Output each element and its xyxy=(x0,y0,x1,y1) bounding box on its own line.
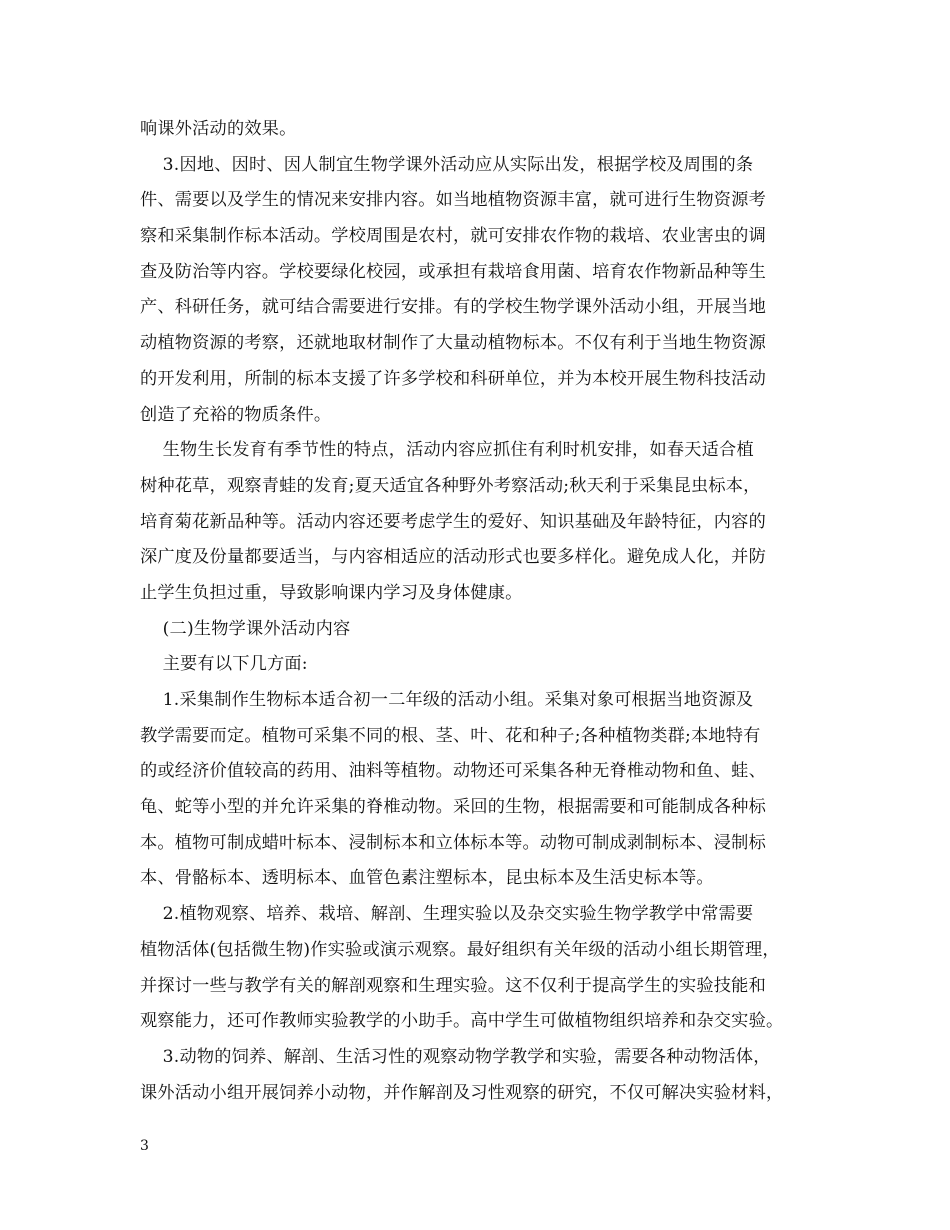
text-line: 龟、蛇等小型的并允许采集的脊椎动物。采回的生物，根据需要和可能制成各种标 xyxy=(140,797,766,818)
text-line: 3.因地、因时、因人制宜生物学课外活动应从实际出发，根据学校及周围的条 xyxy=(140,154,754,175)
text-line: 深广度及份量都要适当，与内容相适应的活动形式也要多样化。避免成人化，并防 xyxy=(140,547,766,568)
text-line: 3.动物的饲养、解剖、生活习性的观察动物学教学和实验，需要各种动物活体， xyxy=(140,1046,771,1067)
text-line: 教学需要而定。植物可采集不同的根、茎、叶、花和种子;各种植物类群;本地特有 xyxy=(140,725,761,746)
text-line: 动植物资源的考察，还就地取材制作了大量动植物标本。不仅有利于当地生物资源 xyxy=(140,333,766,354)
text-line: 课外活动小组开展饲养小动物，并作解剖及习性观察的研究，不仅可解决实验材料， xyxy=(140,1082,784,1103)
text-line: 主要有以下几方面: xyxy=(140,654,308,675)
text-line: 创造了充裕的物质条件。 xyxy=(140,404,332,425)
text-line: 查及防治等内容。学校要绿化校园，或承担有栽培食用菌、培育农作物新品种等生 xyxy=(140,261,766,282)
text-line: 本、骨骼标本、透明标本、血管色素注塑标本，昆虫标本及生活史标本等。 xyxy=(140,868,714,889)
text-line: 本。植物可制成蜡叶标本、浸制标本和立体标本等。动物可制成剥制标本、浸制标 xyxy=(140,832,766,853)
text-line: 察和采集制作标本活动。学校周围是农村，就可安排农作物的栽培、农业害虫的调 xyxy=(140,226,766,247)
page-number: 3 xyxy=(140,1138,149,1154)
text-line: 的开发利用，所制的标本支援了许多学校和科研单位，并为本校开展生物科技活动 xyxy=(140,368,766,389)
text-line: 并探讨一些与教学有关的解剖观察和生理实验。这不仅利于提高学生的实验技能和 xyxy=(140,975,766,996)
section-heading: (二)生物学课外活动内容 xyxy=(140,618,351,639)
text-line: 件、需要以及学生的情况来安排内容。如当地植物资源丰富，就可进行生物资源考 xyxy=(140,190,766,211)
text-line: 培育菊花新品种等。活动内容还要考虑学生的爱好、知识基础及年龄特征，内容的 xyxy=(140,511,766,532)
text-line: 树种花草，观察青蛙的发育;夏天适宜各种野外考察活动;秋天利于采集昆虫标本， xyxy=(140,475,761,496)
text-line: 止学生负担过重，导致影响课内学习及身体健康。 xyxy=(140,582,523,603)
text-line: 观察能力，还可作教师实验教学的小助手。高中学生可做植物组织培养和杂交实验。 xyxy=(140,1011,784,1032)
text-line: 2.植物观察、培养、栽培、解剖、生理实验以及杂交实验生物学教学中常需要 xyxy=(140,904,754,925)
text-line: 生物生长发育有季节性的特点，活动内容应抓住有利时机安排，如春天适合植 xyxy=(140,440,754,461)
body-text xyxy=(140,112,812,1111)
text-line: 响课外活动的效果。 xyxy=(140,119,297,139)
text-line: 的或经济价值较高的药用、油料等植物。动物还可采集各种无脊椎动物和鱼、蛙、 xyxy=(140,761,766,782)
text-line: 植物活体(包括微生物)作实验或演示观察。最好组织有关年级的活动小组长期管理， xyxy=(140,939,780,960)
text-line: 1.采集制作生物标本适合初一二年级的活动小组。采集对象可根据当地资源及 xyxy=(140,690,754,710)
text-line: 产、科研任务，就可结合需要进行安排。有的学校生物学课外活动小组，开展当地 xyxy=(140,297,766,318)
